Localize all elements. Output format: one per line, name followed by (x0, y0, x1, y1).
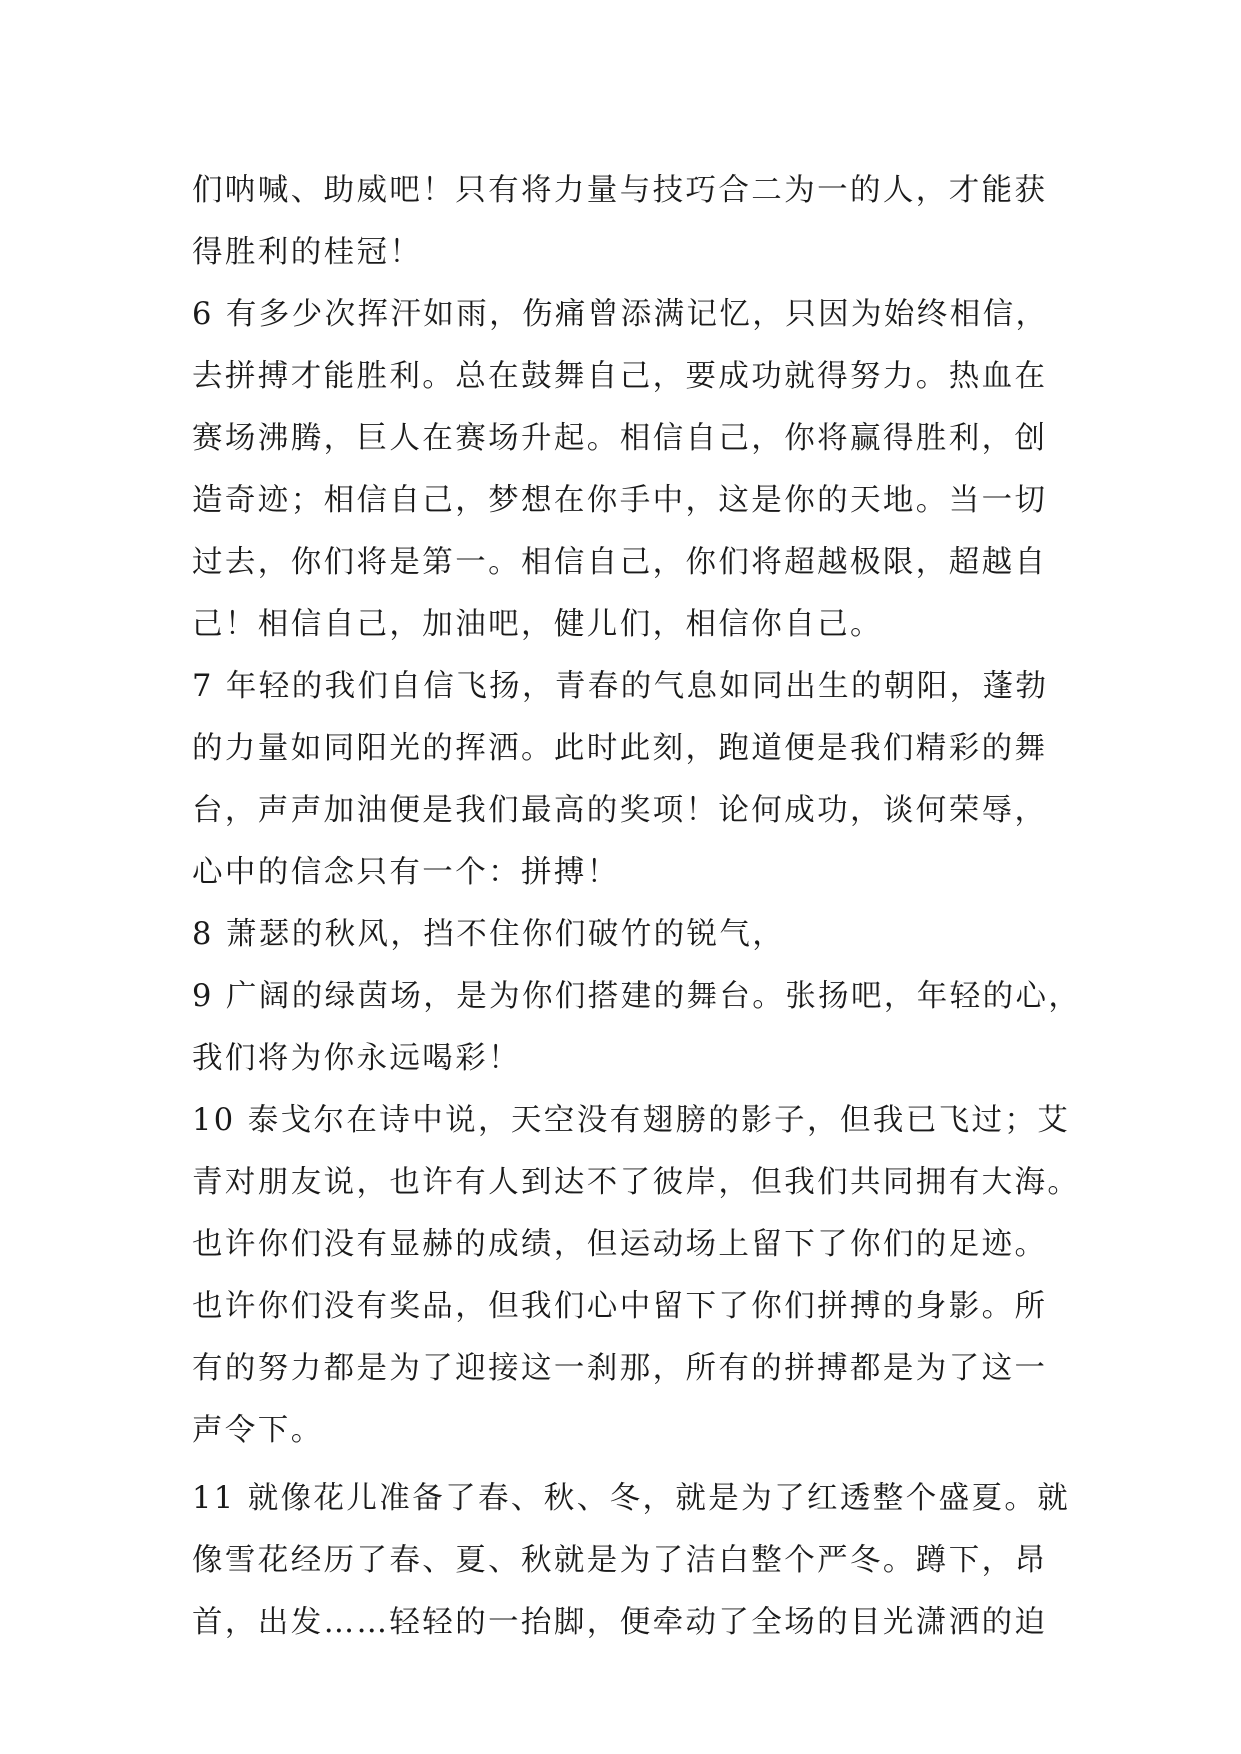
text-line: 6 有多少次挥汗如雨，伤痛曾添满记忆，只因为始终相信， (192, 297, 1049, 332)
text-line: 9 广阔的绿茵场，是为你们搭建的舞台。张扬吧，年轻的心， (192, 979, 1082, 1014)
text-line: 我们将为你永远喝彩！ (192, 1041, 521, 1076)
text-line: 像雪花经历了春、夏、秋就是为了洁白整个严冬。蹲下，昂 (192, 1543, 1048, 1578)
text-line: 台，声声加油便是我们最高的奖项！论何成功，谈何荣辱， (192, 793, 1048, 828)
text-line: 8 萧瑟的秋风，挡不住你们破竹的锐气， (192, 917, 786, 952)
text-line: 己！相信自己，加油吧，健儿们，相信你自己。 (192, 607, 883, 642)
text-line: 的力量如同阳光的挥洒。此时此刻，跑道便是我们精彩的舞 (192, 731, 1048, 766)
text-line: 造奇迹；相信自己，梦想在你手中，这是你的天地。当一切 (192, 483, 1048, 518)
text-line: 也许你们没有显赫的成绩，但运动场上留下了你们的足迹。 (192, 1227, 1048, 1262)
text-line: 7 年轻的我们自信飞扬，青春的气息如同出生的朝阳，蓬勃 (192, 669, 1049, 704)
text-line: 也许你们没有奖品，但我们心中留下了你们拼搏的身影。所 (192, 1289, 1048, 1324)
document-body (192, 160, 1082, 1654)
text-line: 过去，你们将是第一。相信自己，你们将超越极限，超越自 (192, 545, 1048, 580)
text-line: 青对朋友说，也许有人到达不了彼岸，但我们共同拥有大海。 (192, 1165, 1081, 1200)
text-line: 心中的信念只有一个：拼搏！ (192, 855, 620, 890)
text-line: 首，出发……轻轻的一抬脚，便牵动了全场的目光潇洒的迫 (192, 1605, 1048, 1640)
text-line: 赛场沸腾，巨人在赛场升起。相信自己，你将赢得胜利，创 (192, 421, 1048, 456)
text-line: 去拼搏才能胜利。总在鼓舞自己，要成功就得努力。热血在 (192, 359, 1048, 394)
text-line: 10 泰戈尔在诗中说，天空没有翅膀的影子，但我已飞过；艾 (192, 1103, 1071, 1138)
text-line: 11 就像花儿准备了春、秋、冬，就是为了红透整个盛夏。就 (192, 1481, 1071, 1516)
text-line: 们呐喊、助威吧！只有将力量与技巧合二为一的人，才能获 (192, 173, 1048, 208)
text-line: 得胜利的桂冠！ (192, 235, 423, 270)
text-line: 有的努力都是为了迎接这一刹那，所有的拼搏都是为了这一 (192, 1351, 1048, 1386)
text-line: 声令下。 (192, 1413, 324, 1448)
